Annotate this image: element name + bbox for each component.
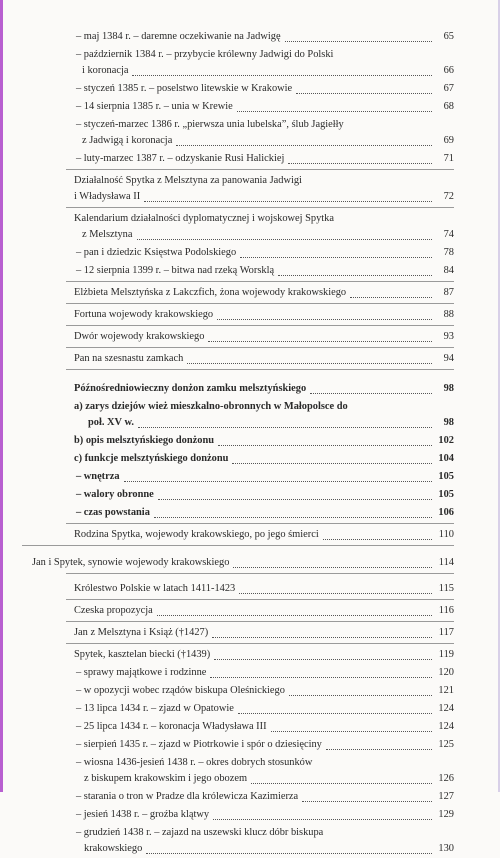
toc-page-number: 116 bbox=[438, 605, 454, 616]
toc-entry-title: – w opozycji wobec rządów biskupa Oleśnickiego bbox=[76, 685, 285, 696]
toc-page-number: 124 bbox=[438, 703, 454, 714]
dot-leader bbox=[154, 517, 432, 518]
toc-entry[interactable] bbox=[0, 754, 500, 788]
toc-entry[interactable] bbox=[0, 450, 500, 468]
section-divider bbox=[66, 573, 454, 574]
toc-entry[interactable] bbox=[0, 46, 500, 80]
dot-leader bbox=[137, 239, 433, 240]
toc-page-number: 129 bbox=[438, 809, 454, 820]
toc-entry-title: z Jadwigą i koronacja bbox=[82, 135, 173, 146]
toc-entry[interactable] bbox=[0, 28, 500, 46]
toc-entry[interactable] bbox=[0, 80, 500, 98]
dot-leader bbox=[214, 659, 432, 660]
dot-leader bbox=[176, 145, 432, 146]
dot-leader bbox=[210, 677, 432, 678]
dot-leader bbox=[278, 275, 432, 276]
toc-entry[interactable] bbox=[0, 486, 500, 504]
toc-entry[interactable] bbox=[0, 150, 500, 168]
toc-entry-title: krakowskiego bbox=[84, 843, 143, 854]
toc-entry[interactable] bbox=[0, 172, 500, 206]
toc-entry[interactable] bbox=[0, 602, 500, 620]
toc-entry[interactable] bbox=[0, 718, 500, 736]
toc-entry-title: Późnośredniowieczny donżon zamku melsztyńskiego bbox=[74, 383, 307, 394]
toc-entry-title: c) funkcje melsztyńskiego donżonu bbox=[74, 453, 229, 464]
section-divider bbox=[66, 621, 454, 622]
toc-page-number: 105 bbox=[438, 471, 454, 482]
toc-entry-title: Jan z Melsztyna i Książ (†1427) bbox=[74, 627, 209, 638]
toc-entry[interactable] bbox=[0, 210, 500, 244]
toc-page-number: 72 bbox=[443, 191, 454, 202]
section-divider bbox=[66, 325, 454, 326]
toc-page-number: 119 bbox=[438, 649, 454, 660]
toc-entry-title: – 14 sierpnia 1385 r. – unia w Krewie bbox=[76, 101, 233, 112]
section-divider bbox=[66, 281, 454, 282]
toc-entry-title: – walory obronne bbox=[76, 489, 154, 500]
dot-leader bbox=[350, 297, 432, 298]
dot-leader bbox=[158, 499, 432, 500]
toc-entry-title: – 13 lipca 1434 r. – zjazd w Opatowie bbox=[76, 703, 234, 714]
toc-entry[interactable] bbox=[0, 350, 500, 368]
dot-leader bbox=[323, 539, 432, 540]
toc-entry-title: – luty-marzec 1387 r. – odzyskanie Rusi Halickiej bbox=[76, 153, 285, 164]
toc-entry[interactable] bbox=[0, 788, 500, 806]
toc-entry[interactable] bbox=[0, 380, 500, 398]
toc-entry-title: Królestwo Polskie w latach 1411-1423 bbox=[74, 583, 236, 594]
toc-entry[interactable] bbox=[0, 468, 500, 486]
dot-leader bbox=[132, 75, 432, 76]
toc-entry-title: i Władysława II bbox=[74, 191, 141, 202]
toc-entry-title: – 25 lipca 1434 r. – koronacja Władysława III bbox=[76, 721, 267, 732]
toc-page-number: 120 bbox=[438, 667, 454, 678]
dot-leader bbox=[144, 201, 432, 202]
section-divider bbox=[66, 523, 454, 524]
toc-entry-title: – maj 1384 r. – daremne oczekiwanie na Jadwigę bbox=[76, 31, 281, 42]
toc-entry-title: Dwór wojewody krakowskiego bbox=[74, 331, 205, 342]
toc-page-number: 68 bbox=[443, 101, 454, 112]
dot-leader bbox=[232, 463, 432, 464]
toc-page-number: 93 bbox=[443, 331, 454, 342]
dot-leader bbox=[296, 93, 432, 94]
toc-page-number: 84 bbox=[443, 265, 454, 276]
toc-entry-title: z biskupem krakowskim i jego obozem bbox=[84, 773, 248, 784]
dot-leader bbox=[238, 713, 432, 714]
toc-page-number: 130 bbox=[438, 843, 454, 854]
toc-entry[interactable] bbox=[0, 682, 500, 700]
toc-entry-title: i koronacja bbox=[82, 65, 129, 76]
dot-leader bbox=[146, 853, 432, 854]
toc-entry-title: – starania o tron w Pradze dla królewicza Kazimierza bbox=[76, 791, 299, 802]
toc-entry[interactable] bbox=[0, 262, 500, 280]
toc-entry[interactable] bbox=[0, 244, 500, 262]
toc-page-number: 74 bbox=[443, 229, 454, 240]
toc-page-number: 127 bbox=[438, 791, 454, 802]
toc-page-number: 117 bbox=[438, 627, 454, 638]
toc-entry-title: – 12 sierpnia 1399 r. – bitwa nad rzeką Worsklą bbox=[76, 265, 275, 276]
toc-entry-title: Rodzina Spytka, wojewody krakowskiego, po jego śmierci bbox=[74, 529, 319, 540]
dot-leader bbox=[239, 593, 432, 594]
toc-entry[interactable] bbox=[0, 736, 500, 754]
section-divider bbox=[22, 545, 454, 546]
toc-entry-title: Jan i Spytek, synowie wojewody krakowskiego bbox=[32, 557, 230, 568]
toc-entry[interactable] bbox=[0, 624, 500, 642]
toc-entry-title: – sprawy majątkowe i rodzinne bbox=[76, 667, 207, 678]
dot-leader bbox=[233, 567, 432, 568]
toc-page-number: 98 bbox=[443, 417, 454, 428]
section-divider bbox=[66, 599, 454, 600]
dot-leader bbox=[217, 319, 432, 320]
toc-page-number: 88 bbox=[443, 309, 454, 320]
toc-entry-title: Pan na szesnastu zamkach bbox=[74, 353, 184, 364]
toc-page-number: 66 bbox=[443, 65, 454, 76]
dot-leader bbox=[285, 41, 432, 42]
dot-leader bbox=[289, 695, 432, 696]
toc-entry-title: Spytek, kasztelan biecki (†1439) bbox=[74, 649, 211, 660]
toc-entry-title: poł. XV w. bbox=[88, 417, 135, 428]
toc-page-number: 67 bbox=[443, 83, 454, 94]
toc-entry[interactable] bbox=[0, 116, 500, 150]
toc-page-number: 71 bbox=[443, 153, 454, 164]
dot-leader bbox=[138, 427, 432, 428]
toc-entry[interactable] bbox=[0, 526, 500, 544]
dot-leader bbox=[326, 749, 432, 750]
toc-entry-title: Fortuna wojewody krakowskiego bbox=[74, 309, 214, 320]
toc-entry[interactable] bbox=[0, 398, 500, 432]
toc-entry-title: Działalność Spytka z Melsztyna za panowania Jadwigi bbox=[74, 175, 302, 186]
toc-entry[interactable] bbox=[0, 824, 500, 858]
toc-entry-title: Czeska propozycja bbox=[74, 605, 153, 616]
dot-leader bbox=[310, 393, 432, 394]
toc-entry-title: a) zarys dziejów wież mieszkalno-obronnych w Małopolsce do bbox=[74, 401, 348, 412]
section-divider bbox=[66, 369, 454, 370]
toc-entry-title: z Melsztyna bbox=[82, 229, 133, 240]
toc-entry-title: b) opis melsztyńskiego donżonu bbox=[74, 435, 215, 446]
toc-entry-title: – styczeń 1385 r. – poselstwo litewskie w Krakowie bbox=[76, 83, 293, 94]
toc-entry-title: – czas powstania bbox=[76, 507, 150, 518]
toc-entry[interactable] bbox=[0, 306, 500, 324]
dot-leader bbox=[271, 731, 432, 732]
toc-entry[interactable] bbox=[0, 700, 500, 718]
toc-entry-title: – pan i dziedzic Księstwa Podolskiego bbox=[76, 247, 237, 258]
toc-page-number: 124 bbox=[438, 721, 454, 732]
toc-entry[interactable] bbox=[0, 580, 500, 598]
dot-leader bbox=[157, 615, 432, 616]
toc-entry[interactable] bbox=[0, 98, 500, 116]
dot-leader bbox=[213, 819, 432, 820]
toc-page-number: 102 bbox=[438, 435, 454, 446]
toc-entry-title: Elżbieta Melsztyńska z Lakczfich, żona wojewody krakowskiego bbox=[74, 287, 347, 298]
dot-leader bbox=[251, 783, 432, 784]
toc-page-number: 69 bbox=[443, 135, 454, 146]
toc-entry[interactable] bbox=[0, 432, 500, 450]
dot-leader bbox=[187, 363, 432, 364]
toc-entry-title: – grudzień 1438 r. – zajazd na uszewski klucz dóbr biskupa bbox=[76, 827, 324, 838]
toc-entry-title: – wiosna 1436-jesień 1438 r. – okres dobrych stosunków bbox=[76, 757, 313, 768]
dot-leader bbox=[302, 801, 432, 802]
table-of-contents bbox=[0, 28, 500, 858]
toc-entry[interactable] bbox=[0, 806, 500, 824]
toc-page-number: 121 bbox=[438, 685, 454, 696]
section-divider bbox=[66, 347, 454, 348]
toc-entry-title: – styczeń-marzec 1386 r. „pierwsza unia lubelska”, ślub Jagiełły bbox=[76, 119, 344, 130]
section-divider bbox=[66, 207, 454, 208]
toc-entry[interactable] bbox=[0, 646, 500, 664]
toc-entry[interactable] bbox=[0, 554, 500, 572]
toc-page-number: 110 bbox=[438, 529, 454, 540]
toc-page-number: 87 bbox=[443, 287, 454, 298]
dot-leader bbox=[124, 481, 432, 482]
toc-entry[interactable] bbox=[0, 664, 500, 682]
toc-page-number: 105 bbox=[438, 489, 454, 500]
toc-page-number: 125 bbox=[438, 739, 454, 750]
toc-page-number: 94 bbox=[443, 353, 454, 364]
toc-entry-title: – sierpień 1435 r. – zjazd w Piotrkowie i spór o dziesięciny bbox=[76, 739, 322, 750]
dot-leader bbox=[218, 445, 432, 446]
toc-entry-title: Kalendarium działalności dyplomatycznej i wojskowej Spytka bbox=[74, 213, 334, 224]
toc-entry-title: – wnętrza bbox=[76, 471, 120, 482]
section-divider bbox=[66, 643, 454, 644]
toc-entry-title: – październik 1384 r. – przybycie królewny Jadwigi do Polski bbox=[76, 49, 334, 60]
toc-page-number: 98 bbox=[443, 383, 454, 394]
toc-entry[interactable] bbox=[0, 284, 500, 302]
toc-entry-title: – jesień 1438 r. – groźba klątwy bbox=[76, 809, 210, 820]
section-divider bbox=[66, 303, 454, 304]
toc-page-number: 126 bbox=[438, 773, 454, 784]
toc-page-number: 115 bbox=[438, 583, 454, 594]
toc-entry[interactable] bbox=[0, 504, 500, 522]
toc-page-number: 104 bbox=[438, 453, 454, 464]
dot-leader bbox=[288, 163, 432, 164]
toc-entry[interactable] bbox=[0, 328, 500, 346]
toc-page-number: 106 bbox=[438, 507, 454, 518]
dot-leader bbox=[212, 637, 432, 638]
toc-page-number: 78 bbox=[443, 247, 454, 258]
dot-leader bbox=[237, 111, 432, 112]
section-divider bbox=[66, 169, 454, 170]
dot-leader bbox=[240, 257, 432, 258]
toc-page-number: 65 bbox=[443, 31, 454, 42]
toc-page-number: 114 bbox=[438, 557, 454, 568]
dot-leader bbox=[208, 341, 432, 342]
